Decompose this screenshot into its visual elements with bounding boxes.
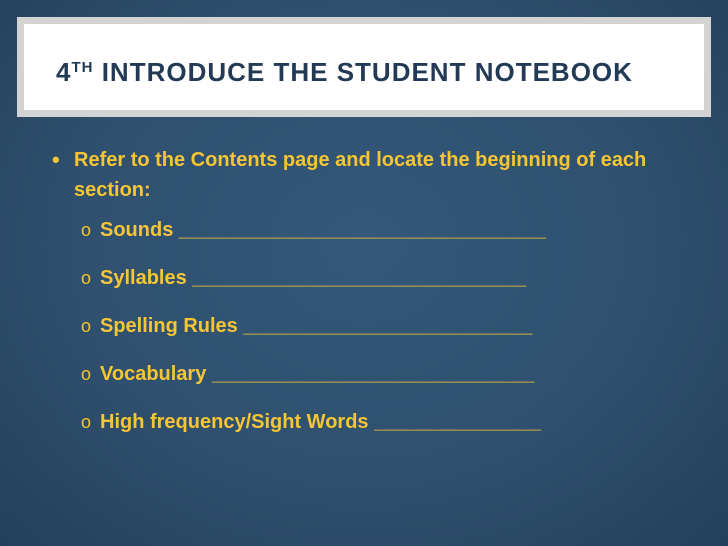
slide-body bbox=[52, 145, 692, 455]
list-item-syllables bbox=[52, 263, 692, 311]
list-item-label: High frequency/Sight Words _______________ bbox=[100, 411, 541, 433]
list-item-sight-words bbox=[52, 407, 692, 455]
circle-bullet-icon: o bbox=[81, 268, 92, 288]
title-box bbox=[17, 17, 711, 117]
list-item-spelling-rules bbox=[52, 311, 692, 359]
circle-bullet-icon: o bbox=[81, 316, 92, 336]
title-prefix: 4 bbox=[56, 57, 72, 87]
title-superscript: TH bbox=[71, 59, 94, 76]
slide-title bbox=[56, 54, 633, 90]
list-item-vocabulary bbox=[52, 359, 692, 407]
list-item-label: Sounds _________________________________ bbox=[100, 219, 546, 241]
list-item-label: Syllables ______________________________ bbox=[100, 267, 526, 289]
circle-bullet-icon: o bbox=[81, 364, 92, 384]
section-list bbox=[52, 215, 692, 455]
bullet-icon: • bbox=[52, 147, 60, 172]
list-item-label: Vocabulary _____________________________ bbox=[100, 363, 535, 385]
circle-bullet-icon: o bbox=[81, 412, 92, 432]
lead-bullet-item bbox=[52, 145, 692, 205]
circle-bullet-icon: o bbox=[81, 220, 92, 240]
list-item-sounds bbox=[52, 215, 692, 263]
lead-text: Refer to the Contents page and locate the beginning of each section: bbox=[74, 149, 647, 201]
list-item-label: Spelling Rules __________________________ bbox=[100, 315, 533, 337]
title-rest: INTRODUCE THE STUDENT NOTEBOOK bbox=[93, 57, 633, 87]
